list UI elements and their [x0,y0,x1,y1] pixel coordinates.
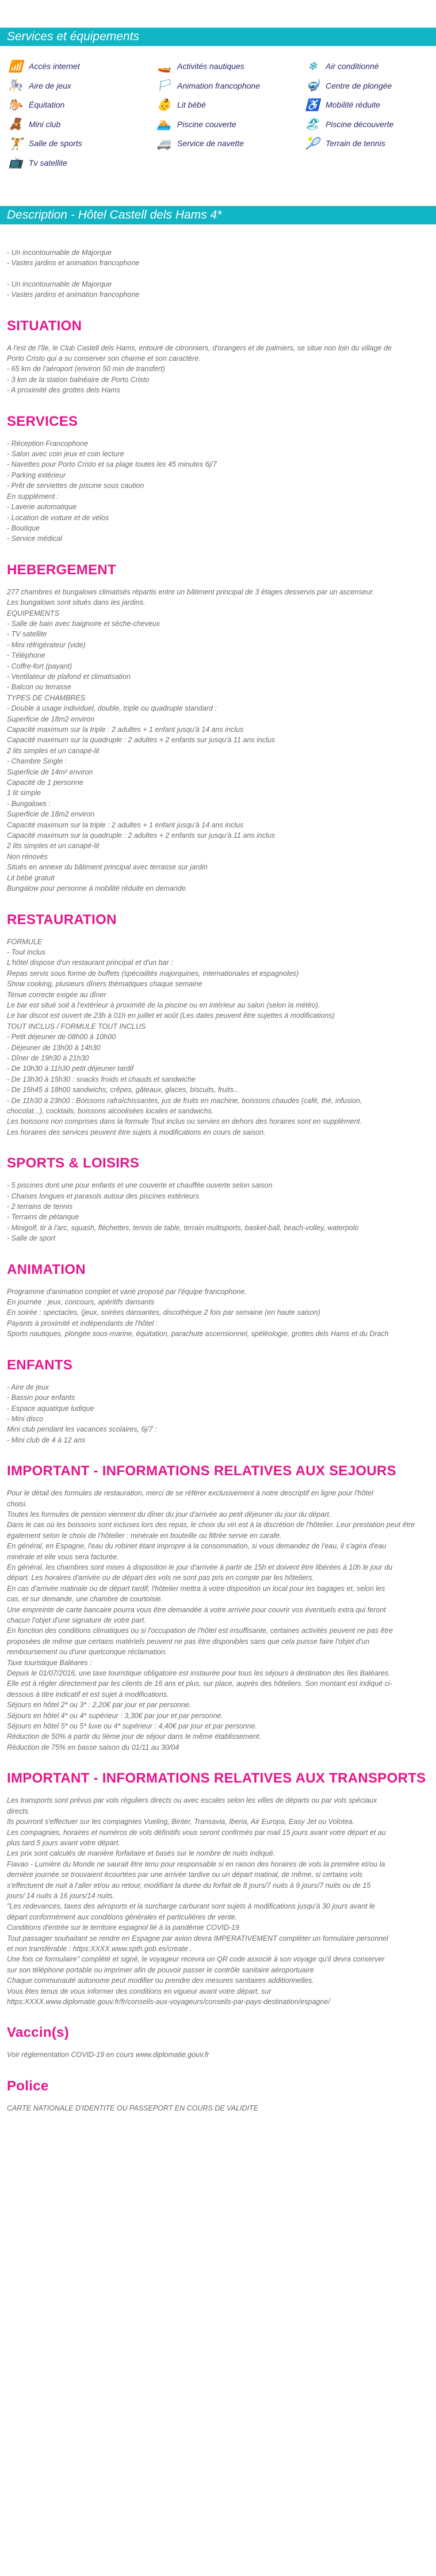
service-item [155,135,244,152]
service-item [155,116,236,133]
section-line: En général, les chambres sont mises à disposition le jour d'arrivée à partir de 15h et doivent être libérées à 10h le jour du [7,1563,393,1571]
french-flag-icon: 🏳 [156,79,171,92]
section-line: - Coffre-fort (payant) [7,662,72,670]
description-banner: Description - Hôtel Castell dels Hams 4* [0,206,436,224]
intro-line [7,269,427,279]
section-line: Les transports sont prévus par vols réguliers directs ou avec escales selon les villes de départs ou par vols spéciaux [7,1796,377,1805]
service-item [155,58,244,75]
service-item [7,116,60,133]
section-line: Toutes les formules de pension viennent du dîner du jour d'arrivée au petit déjeuner du jour du départ. [7,1510,331,1518]
indoor-pool-icon: 🏊 [156,118,171,131]
section-line: - Navettes pour Porto Cristo et sa plage toutes les 45 minutes 6j/7 [7,460,217,469]
section-line: choisi. [7,1499,28,1508]
section-line: Programme d'animation complet et varié proposé par l'équipe francophone. [7,1287,247,1296]
gym-icon: 🏋 [8,137,23,150]
section-line: - De 11h30 à 23h00 : Boissons rafraîchissantes, jus de fruits en machine, boissons chaudes (café, thé, infusion, [7,1096,362,1105]
section-line: TYPES DE CHAMBRES [7,693,86,702]
service-label: Piscine découverte [326,119,394,129]
crib-icon: 👶 [156,98,171,112]
tv-icon: 📺 [8,157,23,169]
service-label: Service de navette [177,139,244,148]
section-line: - TV satellite [7,630,47,639]
section-line: Capacité maximum sur la triple : 2 adultes + 1 enfant jusqu'à 14 ans inclus [7,820,244,829]
service-item [304,135,385,152]
section-line: Porto Cristo qui a su conserver son charme et son caractère. [7,354,201,363]
service-label: Tv satellite [29,158,67,167]
service-item [7,58,80,75]
section-line: Les prix sont calculés de manière forfaitaire et basés sur le nombre de nuits indiqué. [7,1849,276,1858]
section-line: - Terrains de pétanque [7,1213,79,1222]
section-line: cas, et sur demande, une chambre de courtoisie. [7,1595,163,1604]
wifi-icon: 📶 [8,60,23,73]
playground-icon: 🎠 [8,79,23,92]
section-line: FORMULE [7,937,43,946]
intro-line: - Un incontournable de Majorque [7,280,112,288]
section-title: Vaccin(s) [7,2025,70,2041]
nautical-icon: 🚤 [156,60,171,73]
section-line: - Ventilateur de plafond et climatisation [7,672,131,681]
service-label: Aire de jeux [29,81,71,90]
section-line: Réduction de 75% en basse saison du 01/11 au 30/04 [7,1743,179,1751]
section-line: Réduction de 50% à partir du 9ème jour de séjour dans le même établissement. [7,1732,261,1741]
service-label: Lit bébé [177,100,206,109]
section-line: Capacité maximum sur la quadruple : 2 adultes + 2 enfants sur jusqu'à 11 ans inclus [7,736,275,745]
section-line: - Salon avec coin jeux et coin lecture [7,450,124,459]
section-line: Séjours en hôtel 5* ou 5* luxe ou 4* supérieur : 4,40€ par jour et par personne. [7,1722,258,1731]
section-line: Superficie de 14m² environ [7,768,93,776]
section-line: Les compagnies, horaires et numéros de vols définitifs vous seront confirmés par mail 15 jours avant votre départ et au [7,1828,386,1837]
section-line: - Double à usage individuel, double, triple ou quadruple standard : [7,704,217,713]
section-line: plus tard 5 jours avant votre départ. [7,1838,120,1847]
section-line: également selon le choix de l'hôtelier : minérale en bouteille ou filtrée servie en carafe. [7,1531,282,1540]
section-line: Non rénovés [7,852,48,861]
intro-line: - Un incontournable de Majorque [7,249,112,257]
shuttle-icon: 🚐 [156,137,171,150]
snowflake-icon: ❄ [307,60,318,73]
section-line: Capacité maximum sur la triple : 2 adultes + 1 enfant jusqu'à 14 ans inclus [7,726,244,734]
service-item [304,96,380,113]
section-line: - Aire de jeux [7,1383,49,1391]
service-label: Animation francophone [177,81,260,90]
section-line: Dans le cas où les boissons sont incluses lors des repas, le choix du vin est à la discrétion de l'hôtelier. Leur prestation peut être [7,1521,415,1529]
section-title: SERVICES [7,413,78,429]
section-line: Les horaires des services peuvent être sujets à modifications en cours de saison. [7,1128,266,1136]
section-line: chacun l'objet d'une signature de votre part. [7,1616,146,1624]
section-line: 2 lits simples et un canapé-lit [7,842,100,850]
section-line: En général, en Espagne, l'eau du robinet étant impropre à la consommation, si vous demandez de l'eau, il s'agira d'eau [7,1542,387,1551]
section-title: IMPORTANT - INFORMATIONS RELATIVES AUX TRANSPORTS [7,1770,426,1787]
section-line: Chaque communauté autonome peut modifier ou prendre des mesures sanitaires additionnelles. [7,1976,314,1985]
service-label: Accès internet [29,62,80,71]
section-line: - Tout inclus [7,948,45,956]
section-line: - Location de voiture et de vélos [7,513,109,522]
section-line: Capacité de 1 personne [7,778,83,787]
section-line: - Prêt de serviettes de piscine sous caution [7,482,144,490]
tennis-icon: 🎾 [305,137,320,150]
section-line: "Les redevances, taxes des aéroports et la surcharge carburant sont sujets à modifications jusqu'à 30 jours avant le [7,1902,375,1911]
service-item [7,154,67,171]
section-line: Une empreinte de carte bancaire pourra vous être demandée à votre arrivée pour couvrir vos éventuels extra qui feront [7,1605,386,1614]
section-title: ANIMATION [7,1261,86,1277]
section-line: - 2 terrains de tennis [7,1203,72,1211]
section-line: Pour le détail des formules de restauration, merci de se référer exclusivement à notre descriptif en ligne pour l'hôtel [7,1489,373,1498]
section-line: - Minigolf, tir à l'arc, squash, fléchettes, tennis de table, terrain multisports, basket-ball, beach-volley, waterpolo [7,1223,359,1232]
kids-club-icon: 🧸 [8,118,23,131]
section-line: - De 15h45 à 18h00 sandwichs, crêpes, gâteaux, glaces, biscuits, fruits... [7,1086,240,1094]
section-line: - Chaises longues et parasols autour des piscines extérieurs [7,1192,200,1200]
section-line: - 65 km de l'aéroport (environ 50 min de transfert) [7,365,165,373]
section-line: dessous à titre indicatif et est sujet à modifications. [7,1690,169,1699]
section-line: Séjours en hôtel 2* ou 3* : 2,20€ par jour et par personne. [7,1701,192,1709]
service-label: Mobilité réduite [326,100,380,109]
horse-icon: 🐎 [8,98,23,112]
section-line: Elle est à régler directement par les clients de 16 ans et plus, sur place, auprès des hôteliers. Son montant est indiqué ci- [7,1680,392,1688]
section-line: Voir réglementation COVID-19 en cours www.diplomatie.gouv.fr [7,2051,209,2059]
section-line: Lit bébé gratuit [7,873,55,882]
section-title: Police [7,2078,49,2094]
section-line: - Mini disco [7,1414,44,1423]
section-line: - 3 km de la station balnéaire de Porto Cristo [7,375,150,384]
section-line: Ils pourront s'effectuer sur les compagnies Vueling, Binter, Transavia, Iberia, Air Europa, Easy Jet ou Volotea. [7,1818,355,1826]
section-line: Situés en annexe du bâtiment principal avec terrasse sur jardin [7,863,208,872]
section-line: EQUIPEMENTS [7,609,59,617]
section-line: 1 lit simple [7,789,41,797]
section-line: Superficie de 18m2 environ [7,810,95,819]
section-title: SITUATION [7,318,82,334]
section-line: Séjours en hôtel 4* ou 4* supérieur : 3,30€ par jour et par personne. [7,1711,223,1720]
section-line: remboursement ou d'une quelconque réclamation. [7,1648,167,1657]
section-line: - Déjeuner de 13h00 à 14h30 [7,1043,101,1052]
service-label: Terrain de tennis [326,139,385,148]
section-line: Tenue correcte exigée au dîner [7,990,106,999]
services-banner: Services et équipements [0,28,436,46]
section-line: En supplément : [7,492,59,501]
section-line: CARTE NATIONALE D'IDENTITE OU PASSEPORT EN COURS DE VALIDITE [7,2104,258,2112]
intro-line: - Vastes jardins et animation francophone [7,291,140,299]
section-line: Les boissons non comprises dans la formule Tout inclus ou servies en dehors des horaires sont en supplément. [7,1117,362,1126]
section-line: - Petit déjeuner de 08h00 à 10h00 [7,1033,116,1041]
section-line: - A proximité des grottes dels Hams [7,386,121,395]
service-item [304,58,379,75]
section-line: 2 lits simples et un canapé-lit [7,746,100,755]
section-line: - Salle de sport [7,1234,56,1243]
section-line: minérale et elle vous sera facturée. [7,1552,119,1561]
section-line: TOUT INCLUS / FORMULE TOUT INCLUS [7,1022,146,1031]
service-label: Piscine couverte [177,119,236,129]
description-content [7,247,427,2113]
section-line: - Laverie automatique [7,503,77,512]
section-title: SPORTS & LOISIRS [7,1155,140,1171]
section-line: s'effectuent de nuit à l'aller et/ou au retour, modifiant la durée du forfait de 8 jours/7 nuits à 9 jours/7 nuits ou de 15 [7,1881,371,1890]
section-line: - De 13h30 à 15h30 : snacks froids et chauds et sandwiche [7,1075,196,1083]
service-label: Équitation [29,100,65,109]
service-label: Centre de plongée [326,81,392,90]
section-line: Bungalow pour personne à mobilité réduite en demande. [7,884,188,893]
section-title: RESTAURATION [7,911,117,928]
section-line: - Réception Francophone [7,439,89,448]
section-title: IMPORTANT - INFORMATIONS RELATIVES AUX SEJOURS [7,1463,396,1479]
section-line: - De 10h30 à 11h30 petit déjeuner tardif [7,1064,134,1073]
section-title: ENFANTS [7,1357,73,1373]
section-line: - Salle de bain avec baignoire et sèche-cheveux [7,619,160,628]
section-title: HEBERGEMENT [7,562,116,578]
section-line: - Mini réfrigérateur (vide) [7,640,86,649]
service-label: Mini club [29,119,61,129]
service-item [7,135,82,152]
section-line: 277 chambres et bungalows climatisés répartis entre un bâtiment principal de 3 étages desservis par un ascenseur. [7,587,374,596]
section-line: En cas d'arrivée matinale ou de départ tardif, l'hôtelier mettra à votre disposition un local pour les bagages et, selon les [7,1584,385,1593]
section-line: départ conformément aux conditions générales et particulières de vente. [7,1913,238,1921]
service-item [304,77,392,94]
section-line: - Service médical [7,535,62,543]
section-line: - Bassin pour enfants [7,1394,75,1402]
section-line: - Chambre Single : [7,757,67,766]
section-line: Conditions d'entrée sur le territoire espagnol lié à la pandémie COVID-19 [7,1924,239,1932]
section-line: En soirée : spectacles, (jeux, soirées dansantes, discothèque 2 fois par semaine (en haute saison) [7,1308,320,1317]
section-line: - Boutique [7,524,40,532]
section-line: Show cooking, plusieurs dîners thématiques chaque semaine [7,980,202,989]
wheelchair-icon: ♿ [305,98,320,112]
service-item [155,96,206,113]
section-line: départ. Les horaires d'arrivée ou de départ des vols ne sont pas pris en compte par les hôteliers. [7,1574,314,1582]
section-line: Tout passager souhaitant se rendre en Espagne par avion devra IMPERATIVEMENT compléter un formulaire personnel [7,1934,388,1943]
service-label: Salle de sports [29,139,82,148]
section-line: https:XXXX.www.diplomatie.gouv.fr/fr/conseils-aux-voyageurs/conseils-par-pays-destination/espagne/ [7,1998,330,2006]
service-label: Air conditionné [326,62,379,71]
outdoor-pool-icon: 🏖 [305,118,320,131]
section-line: Superficie de 18m2 environ [7,715,95,723]
section-line: jours/ 14 nuits à 16 jours/14 nuits. [7,1891,114,1900]
section-line: - Balcon ou terrasse [7,683,71,692]
section-line: sur son téléphone portable ou imprimer afin de pouvoir passer le contrôle sanitaire aéroportuaire [7,1966,314,1974]
section-line: Depuis le 01/07/2016, une taxe touristique obligatoire est instaurée pour tous les séjours à destination des îles Baléares. [7,1669,391,1678]
section-line: Les bungalows sont situés dans les jardins. [7,598,146,607]
section-line: proposées de même que certains matériels peuvent ne pas être disponibles sans que cela puisse faire l'objet d'un [7,1637,370,1646]
section-line: L'hôtel dispose d'un restaurant principal et d'un bar : [7,959,173,967]
diving-icon: 🤿 [305,79,320,92]
section-line: - Parking extérieur [7,471,66,479]
section-line: Repas servis sous forme de buffets (spécialités majorquines, internationales et espagnoles) [7,969,299,978]
service-item [7,77,71,94]
service-item [7,96,64,113]
section-line: Fiavao - Lumière du Monde ne saurait être tenu pour responsable si en raison des horaires de vols la première et/ou la [7,1860,385,1868]
section-line: En journée : jeux, concours, apéritifs dansants [7,1298,155,1307]
section-line: En fonction des conditions climatiques ou si l'occupation de l'hôtel est insuffisante, certaines activités peuvent ne pas être [7,1627,393,1635]
section-line: Capacité maximum sur la quadruple : 2 adultes + 2 enfants sur jusqu'à 11 ans inclus [7,831,275,840]
section-line: directs. [7,1807,30,1815]
section-line: - Bungalows : [7,799,51,808]
intro-line: - Vastes jardins et animation francophone [7,259,140,268]
service-item [304,116,393,133]
service-label: Activités nautiques [177,62,244,71]
section-line: - Mini club de 4 à 12 ans [7,1436,86,1444]
section-line: Mini club pendant les vacances scolaires, 6j/7 : [7,1425,157,1434]
section-line: Sports nautiques, plongée sous-marine, équitation, parachute ascensionnel, spéléologie, grottes dels Hams et du Drach [7,1330,389,1338]
section-line: A l'est de l'île, le Club Castell dels Hams, entouré de citronniers, d'orangers et de palmiers, se situe non loin du village de [7,344,392,352]
service-item [155,77,260,94]
section-line: Une fois ce formulaire" complété et signé, le voyageur recevra un QR code associé à son voyage qu'il devra conserver [7,1955,385,1964]
section-line: et non transférable : https:XXXX.www.spth.gob.es/create . [7,1944,192,1953]
section-line: Vous êtes tenus de vous informer des conditions en vigueur avant votre départ, sur [7,1987,271,1995]
section-line: - 5 piscines dont une pour enfants et une couverte et chauffée ouverte selon saison [7,1181,273,1190]
section-line: Payants à proximité et indépendants de l'hôtel : [7,1319,158,1327]
section-line: Le bar discot est ouvert de 23h à 01h en juillet et août (Les dates peuvent être sujettes à modifications) [7,1012,335,1020]
section-line: - Dîner de 19h30 à 21h30 [7,1054,89,1062]
section-line: Le bar est situé soit à l'extérieur à proximité de la piscine ou en intérieur au salon (selon la météo). [7,1001,320,1009]
section-line: - Espace aquatique ludique [7,1404,94,1413]
section-line: Taxe touristique Baléares : [7,1658,92,1667]
section-line: chocolat...), cocktails, boissons alcoolisées locales et sandwichs. [7,1107,214,1115]
section-line: - Téléphone [7,651,45,660]
section-line: dernière journée se trouvaient écourtées par une arrivée tardive ou un départ matinal, de même, si certains vols [7,1871,363,1879]
